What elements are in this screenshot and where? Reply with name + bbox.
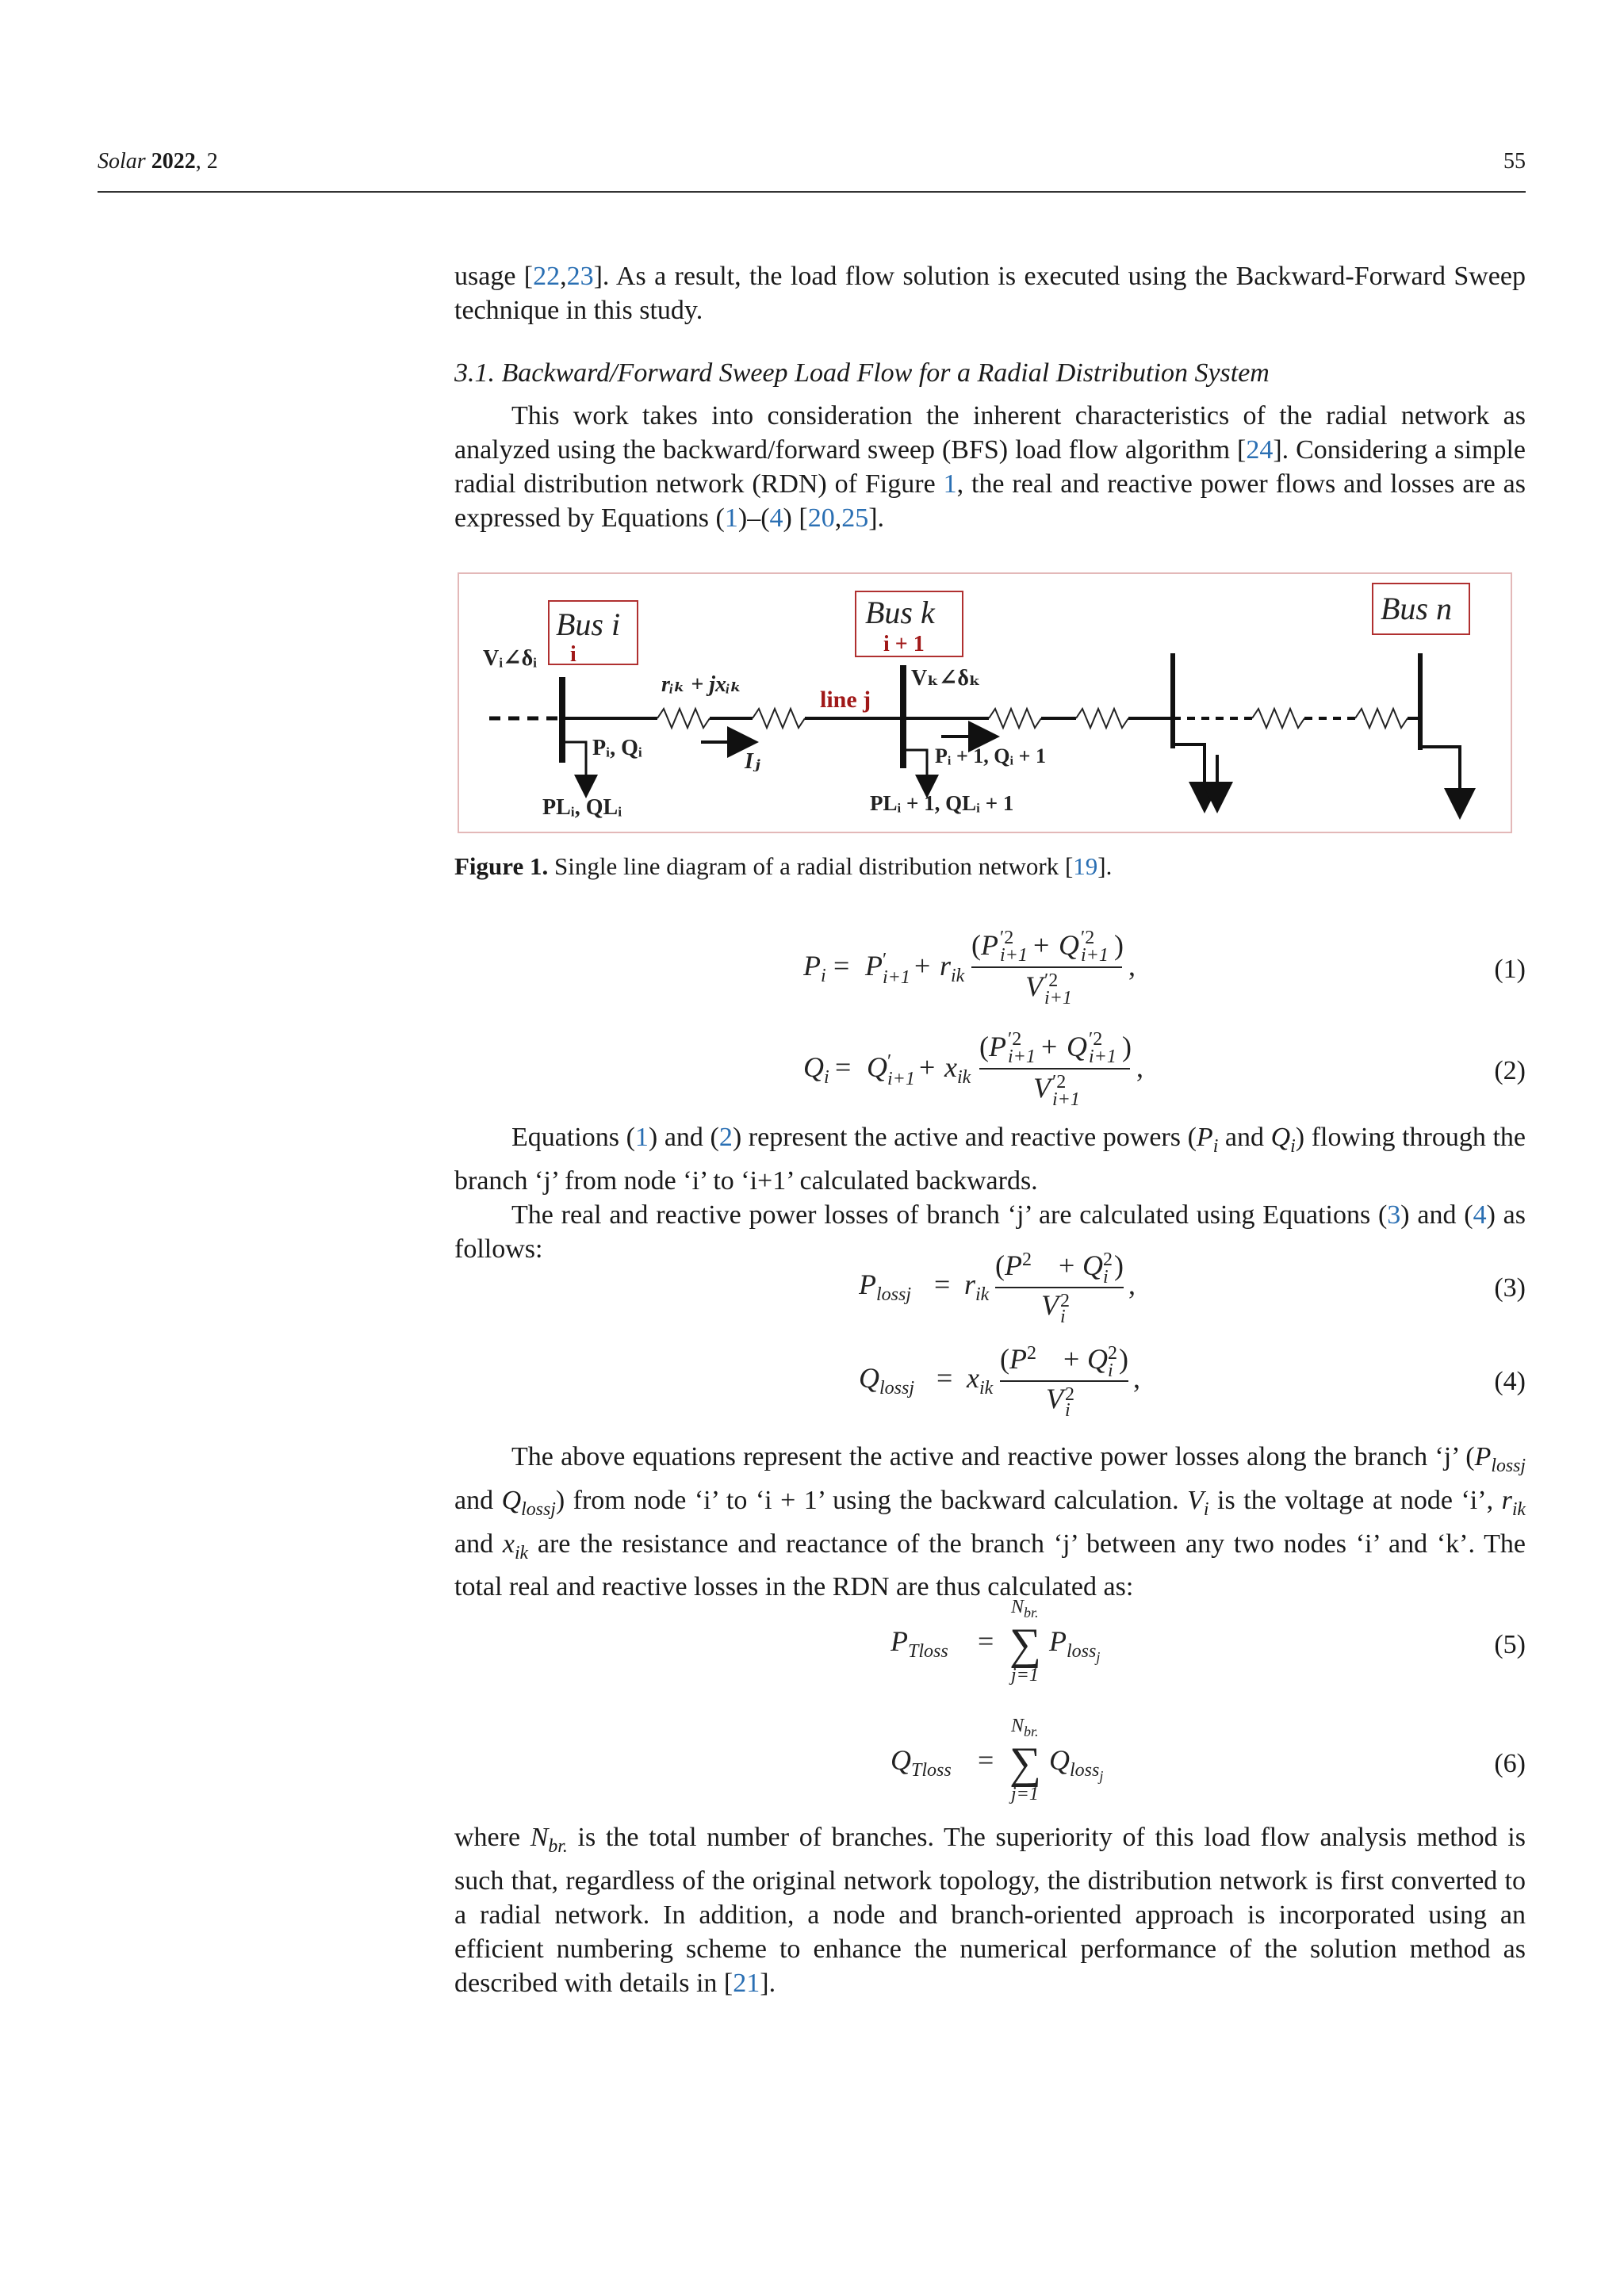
equation-2 [454, 1021, 1526, 1108]
ref-link-23[interactable]: 23 [566, 262, 594, 291]
svg-text:+: + [1059, 1249, 1075, 1281]
load-k-arrow [903, 750, 927, 786]
svg-text:=: = [936, 1362, 953, 1394]
svg-text:′2: ′2 [1089, 1029, 1103, 1050]
svg-text:Plossj: $P_{loss}j$ [1049, 1625, 1101, 1665]
paragraph-where: where $N_{br.}$ is the total number of branches. The superiority of this load flow analysis method is such that, regardless of the original network topology, the distribution network is first converted to a radial network. In addition, a node and branch-oriented approach is incorporated using an efficient numbering scheme to enhance the numerical performance of the solution method as described with details in [21]. [454, 1823, 1526, 1998]
svg-text:′2: ′2 [1081, 928, 1095, 948]
equation-6 [454, 1712, 1526, 1808]
equation-1 [454, 920, 1526, 1007]
bus-k-label: Bus k [865, 595, 935, 630]
svg-text:=: = [934, 1269, 951, 1300]
svg-text:+: + [1063, 1343, 1080, 1375]
equation-link-1[interactable]: 1 [724, 503, 738, 533]
svg-text:): ) [1119, 1343, 1128, 1375]
equation-4 [454, 1340, 1526, 1419]
svg-text:2: 2 [1060, 1291, 1070, 1311]
svg-text:′: ′ [887, 1051, 892, 1072]
load-n-arrow [1420, 747, 1460, 804]
svg-text:′2: ′2 [1000, 928, 1014, 948]
svg-text:(P: (P [979, 1031, 1006, 1062]
svg-text:j=1: j=1 [1011, 1665, 1039, 1686]
svg-text:V: V [1033, 1072, 1051, 1104]
svg-text:PTloss: $P_{Tloss}$ [891, 1625, 948, 1662]
svg-text:′2: ′2 [1052, 1072, 1067, 1093]
svg-text:+: + [919, 1051, 936, 1083]
current-label: Iⱼ [745, 749, 760, 774]
svg-text:Q: Q [867, 1051, 887, 1083]
paragraph-bfs: This work takes into consideration the inherent characteristics of the radial network as analyzed using the backward/forward sweep (BFS) load flow algorithm [24]. Considering a simple radial distribution network (RDN) of Figure 1, the real and reactive power flows and losses are as expressed by Equations (1)–(4) [20,25]. [454, 401, 1526, 533]
svg-text:+: + [1033, 929, 1050, 961]
svg-text:xik: $x_{ik}$ [967, 1362, 994, 1399]
svg-text:V: V [1041, 1289, 1059, 1321]
svg-text:i+1: i+1 [883, 967, 910, 988]
load-i-arrow [562, 742, 586, 786]
resistor-3 [1252, 709, 1304, 728]
svg-text:Q: Q [1067, 1031, 1087, 1062]
svg-text:Nbr.: $N_{br.}$ [1011, 1597, 1039, 1621]
reactance-2 [1076, 709, 1128, 728]
svg-text:Qlossj: $Q_{loss}j$ [859, 1362, 915, 1399]
svg-text:=: = [833, 950, 850, 982]
svg-text:i+1: i+1 [1044, 988, 1072, 1007]
page-number: 55 [1503, 149, 1526, 174]
svg-text:(P: (P [971, 929, 998, 961]
load-k-label: PLᵢ + 1, QLᵢ + 1 [870, 791, 1014, 815]
voltage-k-label: Vₖ∠δₖ [911, 666, 981, 691]
power-flow-k-label: Pᵢ + 1, Qᵢ + 1 [935, 744, 1046, 767]
bus-k-index: i + 1 [883, 632, 925, 656]
svg-text:+: + [914, 950, 931, 982]
ref-link-24[interactable]: 24 [1246, 435, 1274, 465]
impedance-label: rᵢₖ + jxᵢₖ [661, 672, 742, 697]
svg-text:+: + [1041, 1031, 1058, 1062]
svg-text:i+1: i+1 [1081, 945, 1109, 966]
header-rule [98, 191, 1526, 193]
svg-text:i: i [1060, 1307, 1066, 1326]
svg-text:∑: ∑ [1009, 1739, 1041, 1788]
svg-text:i+1: i+1 [1000, 945, 1028, 966]
equation-5 [454, 1594, 1526, 1689]
svg-text:Nbr.: $N_{br.}$ [1011, 1716, 1039, 1739]
svg-text:′2: ′2 [1008, 1029, 1022, 1050]
svg-text:=: = [835, 1051, 852, 1083]
load-i-label: PLᵢ, QLᵢ [542, 795, 622, 820]
power-flow-i-label: Pᵢ, Qᵢ [592, 736, 642, 760]
svg-text:Qlossj: $Q_{loss}j$ [1049, 1744, 1104, 1784]
running-header [98, 149, 1526, 181]
svg-text:j=1: j=1 [1011, 1784, 1039, 1804]
svg-text:QTloss: $Q_{Tloss}$ [891, 1744, 952, 1781]
equation-number-3: (3) [1494, 1273, 1526, 1303]
ref-link-22[interactable]: 22 [533, 262, 561, 291]
svg-text:i+1: i+1 [1089, 1047, 1116, 1067]
svg-text:i+1: i+1 [887, 1069, 915, 1089]
svg-text:Q: Q [1082, 1249, 1103, 1281]
svg-text:,: , [1128, 1269, 1136, 1300]
equation-number-2: (2) [1494, 1056, 1526, 1085]
figure-link-1[interactable]: 1 [943, 469, 957, 499]
ref-link-20[interactable]: 20 [807, 503, 835, 533]
figure-single-line-diagram [458, 572, 1512, 833]
svg-text:2: 2 [1103, 1249, 1113, 1270]
svg-text:∑: ∑ [1009, 1620, 1041, 1669]
svg-text:,: , [1133, 1362, 1140, 1394]
equation-3 [454, 1246, 1526, 1326]
reactance-1 [753, 709, 805, 728]
voltage-i-label: Vᵢ∠δᵢ [483, 646, 538, 671]
svg-text:i+1: i+1 [1008, 1047, 1036, 1067]
svg-text:): ) [1114, 929, 1124, 961]
ref-link-19[interactable]: 19 [1073, 852, 1098, 880]
svg-text:): ) [1114, 1249, 1124, 1281]
svg-text:=: = [978, 1744, 994, 1776]
figure-caption: Figure 1. Single line diagram of a radial distribution network [19]. [454, 852, 1113, 880]
svg-text:i+1: i+1 [1052, 1089, 1080, 1108]
bus-i-label: Bus i [556, 607, 621, 642]
equation-link-1b[interactable]: 1 [634, 1123, 649, 1152]
svg-text:(P2: ($P^2$ [1000, 1343, 1036, 1375]
svg-text:rik: $r_{ik}$ [940, 950, 965, 986]
equation-number-5: (5) [1494, 1630, 1526, 1659]
svg-text:i: i [1065, 1400, 1071, 1419]
svg-text:(P2: ($P^2$ [995, 1249, 1032, 1281]
bus-i-index: i [570, 642, 576, 667]
svg-text:′2: ′2 [1044, 970, 1059, 991]
equation-link-4[interactable]: 4 [769, 503, 783, 533]
equation-link-2[interactable]: 2 [718, 1123, 733, 1152]
svg-text:2: 2 [1108, 1343, 1117, 1364]
svg-text:V: V [1025, 970, 1043, 1002]
equation-link-3[interactable]: 3 [1387, 1200, 1401, 1230]
svg-text:Pi: $P_i$ [803, 950, 826, 986]
equation-link-4b[interactable]: 4 [1473, 1200, 1487, 1230]
svg-text:Q: Q [1059, 929, 1079, 961]
svg-text:2: 2 [1065, 1384, 1074, 1405]
section-heading: 3.1. Backward/Forward Sweep Load Flow for a Radial Distribution System [454, 358, 1270, 388]
svg-text:xik: $x_{ik}$ [944, 1051, 971, 1088]
paragraph-above-equations: The above equations represent the active and reactive power losses along the branch ‘j’ ($P_{lossj}$ and $Q_{lossj}$) from node ‘i’ to ‘i + 1’ using the backward calculation. $V_i$ is the voltage at node ‘i’, $r_{ik}$ and $x_{ik}$ are the resistance and reactance of the branch ‘j’ between any two nodes ‘i’ and ‘k’. The total real and reactive losses in the RDN are thus calculated as: [454, 1442, 1526, 1602]
ref-link-25[interactable]: 25 [841, 503, 869, 533]
svg-text:V: V [1046, 1383, 1063, 1414]
resistor-2 [989, 709, 1041, 728]
resistor-1 [657, 709, 710, 728]
paragraph-intro: usage [22,23]. As a result, the load flow solution is executed using the Backward-Forward Sweep technique in this study. [454, 262, 1526, 325]
svg-text:Q: Q [1087, 1343, 1108, 1375]
reactance-3 [1355, 709, 1408, 728]
svg-text:): ) [1122, 1031, 1132, 1062]
equation-number-6: (6) [1494, 1749, 1526, 1778]
svg-text:Plossj: $P_{loss}j$ [859, 1269, 912, 1305]
svg-text:Qi: $Q_i$ [803, 1051, 829, 1088]
svg-text:rik: $r_{ik}$ [964, 1269, 990, 1305]
equation-number-1: (1) [1494, 955, 1526, 984]
diagram-canvas [459, 574, 1511, 832]
svg-text:i: i [1103, 1267, 1109, 1288]
line-label: line j [820, 687, 871, 713]
svg-text:P: P [865, 950, 883, 982]
svg-text:i: i [1108, 1360, 1113, 1381]
ref-link-21[interactable]: 21 [733, 1968, 760, 1998]
equation-number-4: (4) [1494, 1367, 1526, 1396]
svg-text:,: , [1136, 1051, 1143, 1083]
svg-text:,: , [1128, 950, 1136, 982]
paragraph-equations-1-2: Equations (1) and (2) represent the active and reactive powers ($P_i$ and $Q_i$) flowing through the branch ‘j’ from node ‘i’ to ‘i+1’ calculated backwards. The real and reactive power losses of branch ‘j’ are calculated using Equations (3) and (4) as follows: [454, 1123, 1526, 1264]
bus-n-label: Bus n [1381, 591, 1452, 626]
svg-text:=: = [978, 1625, 994, 1657]
svg-text:′: ′ [883, 950, 887, 970]
load-mid-arrow-1 [1173, 744, 1205, 798]
journal-citation: Solar 2022, 2 [98, 149, 218, 174]
